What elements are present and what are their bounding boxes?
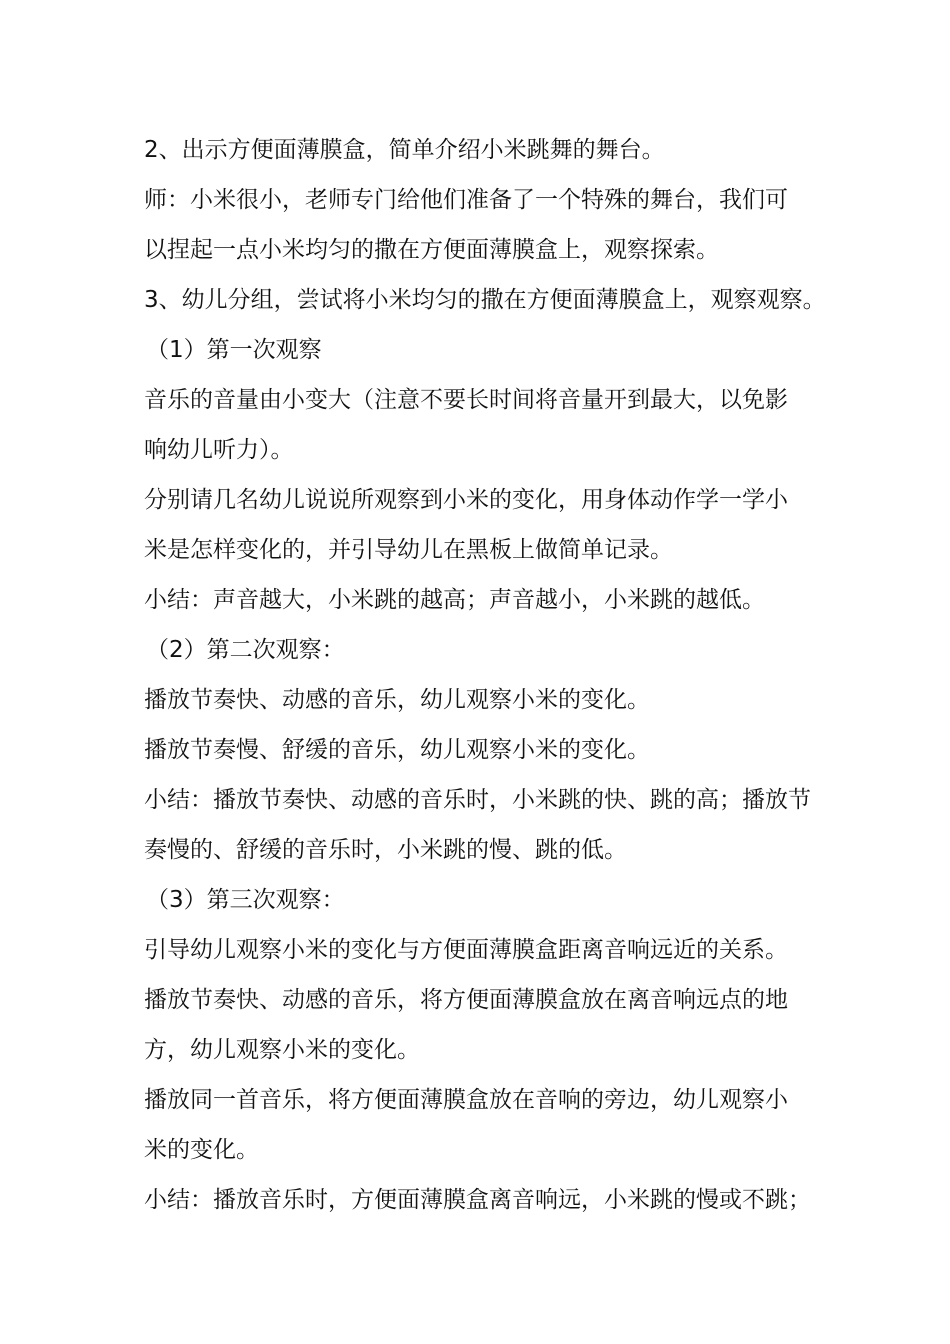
text-line: 播放节奏快、动感的音乐，幼儿观察小米的变化。 [144,687,650,713]
text-line: 小结：播放节奏快、动感的音乐时，小米跳的快、跳的高；播放节 [144,787,811,813]
text-line: 播放同一首音乐，将方便面薄膜盒放在音响的旁边，幼儿观察小 [144,1087,788,1113]
section-heading: （1）第一次观察 [146,337,322,363]
text-line: 方，幼儿观察小米的变化。 [144,1037,420,1063]
section-heading: （3）第三次观察： [146,887,345,913]
text-line: 响幼儿听力）。 [144,437,294,463]
text-line: 音乐的音量由小变大（注意不要长时间将音量开到最大，以免影 [144,387,788,413]
text-line: 奏慢的、舒缓的音乐时，小米跳的慢、跳的低。 [144,837,627,863]
text-line: 师：小米很小，老师专门给他们准备了一个特殊的舞台，我们可 [144,187,788,213]
text-line: 米是怎样变化的，并引导幼儿在黑板上做简单记录。 [144,537,673,563]
text-line: 小结：声音越大，小米跳的越高；声音越小，小米跳的越低。 [144,587,765,613]
text-line: 播放节奏快、动感的音乐，将方便面薄膜盒放在离音响远点的地 [144,987,788,1013]
text-line: 以捏起一点小米均匀的撒在方便面薄膜盒上，观察探索。 [144,237,719,263]
text-line: 播放节奏慢、舒缓的音乐，幼儿观察小米的变化。 [144,737,650,763]
text-line: 小结：播放音乐时，方便面薄膜盒离音响远，小米跳的慢或不跳； [144,1187,811,1213]
text-line: 米的变化。 [144,1137,259,1163]
text-line: 3、幼儿分组，尝试将小米均匀的撒在方便面薄膜盒上，观察观察。 [144,287,826,313]
text-line: 引导幼儿观察小米的变化与方便面薄膜盒距离音响远近的关系。 [144,937,788,963]
text-line: 2、出示方便面薄膜盒，简单介绍小米跳舞的舞台。 [144,137,665,163]
text-line: 分别请几名幼儿说说所观察到小米的变化，用身体动作学一学小 [144,487,788,513]
section-heading: （2）第二次观察： [146,637,345,663]
